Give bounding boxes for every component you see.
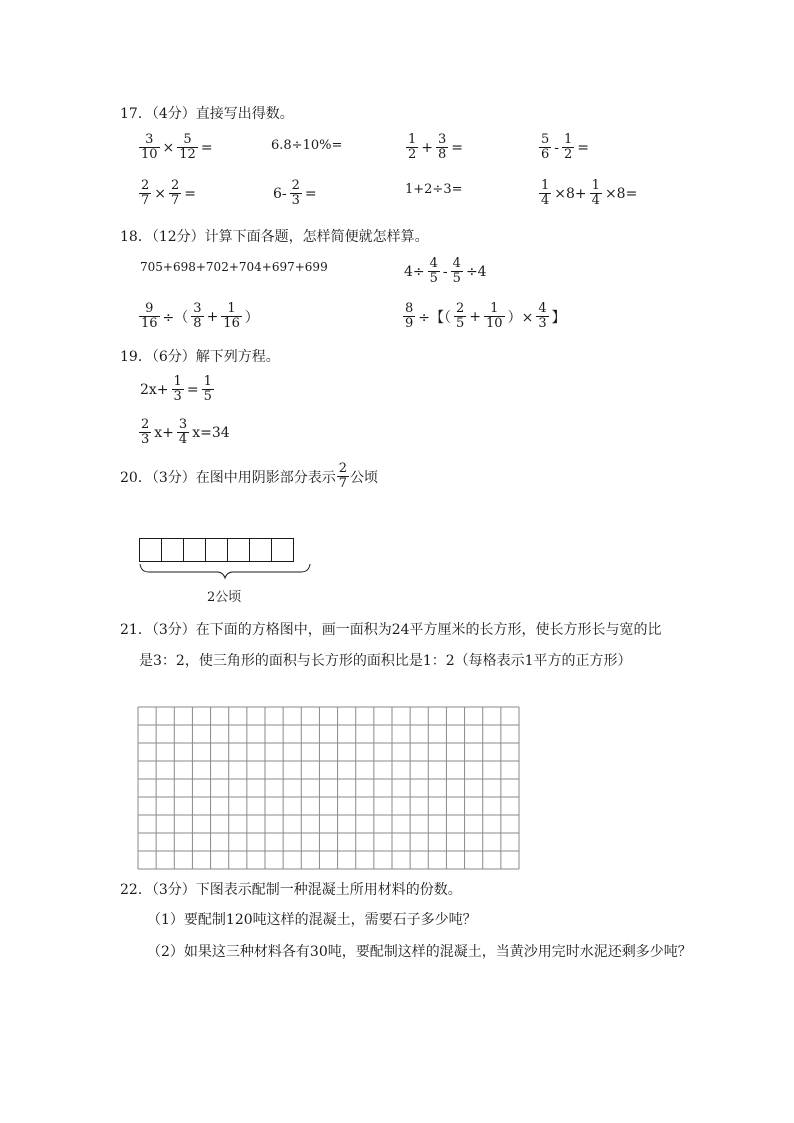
q20-header: 20．（3分）在图中用阴影部分表示 $\frac{2}{7}$ 公顷 [120,461,379,492]
square-grid[interactable] [137,706,520,870]
q19-header: 19．（6分）解下列方程。 [120,349,280,365]
q19-equation-2: $\frac{2}{3}$ x+ $\frac{3}{4}$ x=34 [141,417,230,448]
q19-equation-1: 2x+ $\frac{1}{3}$ = $\frac{1}{5}$ [140,374,212,405]
bar-cell[interactable] [139,538,162,562]
q17-item-e: $\frac{2}{7}$ × $\frac{2}{7}$ = [141,178,197,209]
bar-cell[interactable] [183,538,206,562]
bar-cell[interactable] [249,538,272,562]
q18-problem-2: 4÷ $\frac{4}{5}$ - $\frac{4}{5}$ ÷4 [404,256,487,287]
q21-line-2: 是3：2，使三角形的面积与长方形的面积比是1：2（每格表示1平方的正方形） [139,653,632,669]
q22-subquestion-2: （2）如果这三种材料各有30吨，要配制这样的混凝土，当黄沙用完时水泥还剩多少吨？ [147,944,692,960]
q17-item-h: $\frac{1}{4}$ ×8+ $\frac{1}{4}$ ×8= [541,178,638,209]
q17-item-f: 6- $\frac{2}{3}$ = [273,178,317,209]
q21-line-1: 21．（3分）在下面的方格图中，画一面积为24平方厘米的长方形，使长方形长与宽的比 [120,622,662,638]
brace [139,562,311,580]
q17-header: 17．（4分）直接写出得数。 [120,106,294,122]
bar-cell[interactable] [205,538,228,562]
q18-problem-1: 705+698+702+704+697+699 [140,260,328,274]
q18-problem-3: $\frac{9}{16}$ ÷（ $\frac{3}{8}$ + $\frac{1}{16}$ ） [141,301,259,332]
bar-cell[interactable] [271,538,294,562]
fraction: $\frac{3}{10}$ [141,132,158,163]
q22-header: 22．（3分）下图表示配制一种混凝土所用材料的份数。 [120,882,462,898]
q17-item-g: 1+2÷3= [405,182,463,197]
hectare-bar [139,538,293,562]
q17-item-a: $\frac{3}{10}$ × $\frac{5}{12}$ = [141,132,213,163]
q17-item-b: 6.8÷10%= [271,138,343,153]
q17-item-d: $\frac{5}{6}$ - $\frac{1}{2}$ = [541,132,590,163]
bar-cell[interactable] [227,538,250,562]
q18-header: 18．（12分）计算下面各题，怎样简便就怎样算。 [120,229,429,245]
q22-subquestion-1: （1）要配制120吨这样的混凝土，需要石子多少吨？ [147,912,477,928]
hectare-label: 2公顷 [207,590,242,605]
fraction: $\frac{5}{12}$ [179,132,196,163]
q17-item-c: $\frac{1}{2}$ + $\frac{3}{8}$ = [408,132,464,163]
bar-cell[interactable] [161,538,184,562]
q18-problem-4: $\frac{8}{9}$ ÷【（ $\frac{2}{5}$ + $\frac{1}{10}$ ）× $\frac{4}{3}$ 】 [405,301,566,332]
